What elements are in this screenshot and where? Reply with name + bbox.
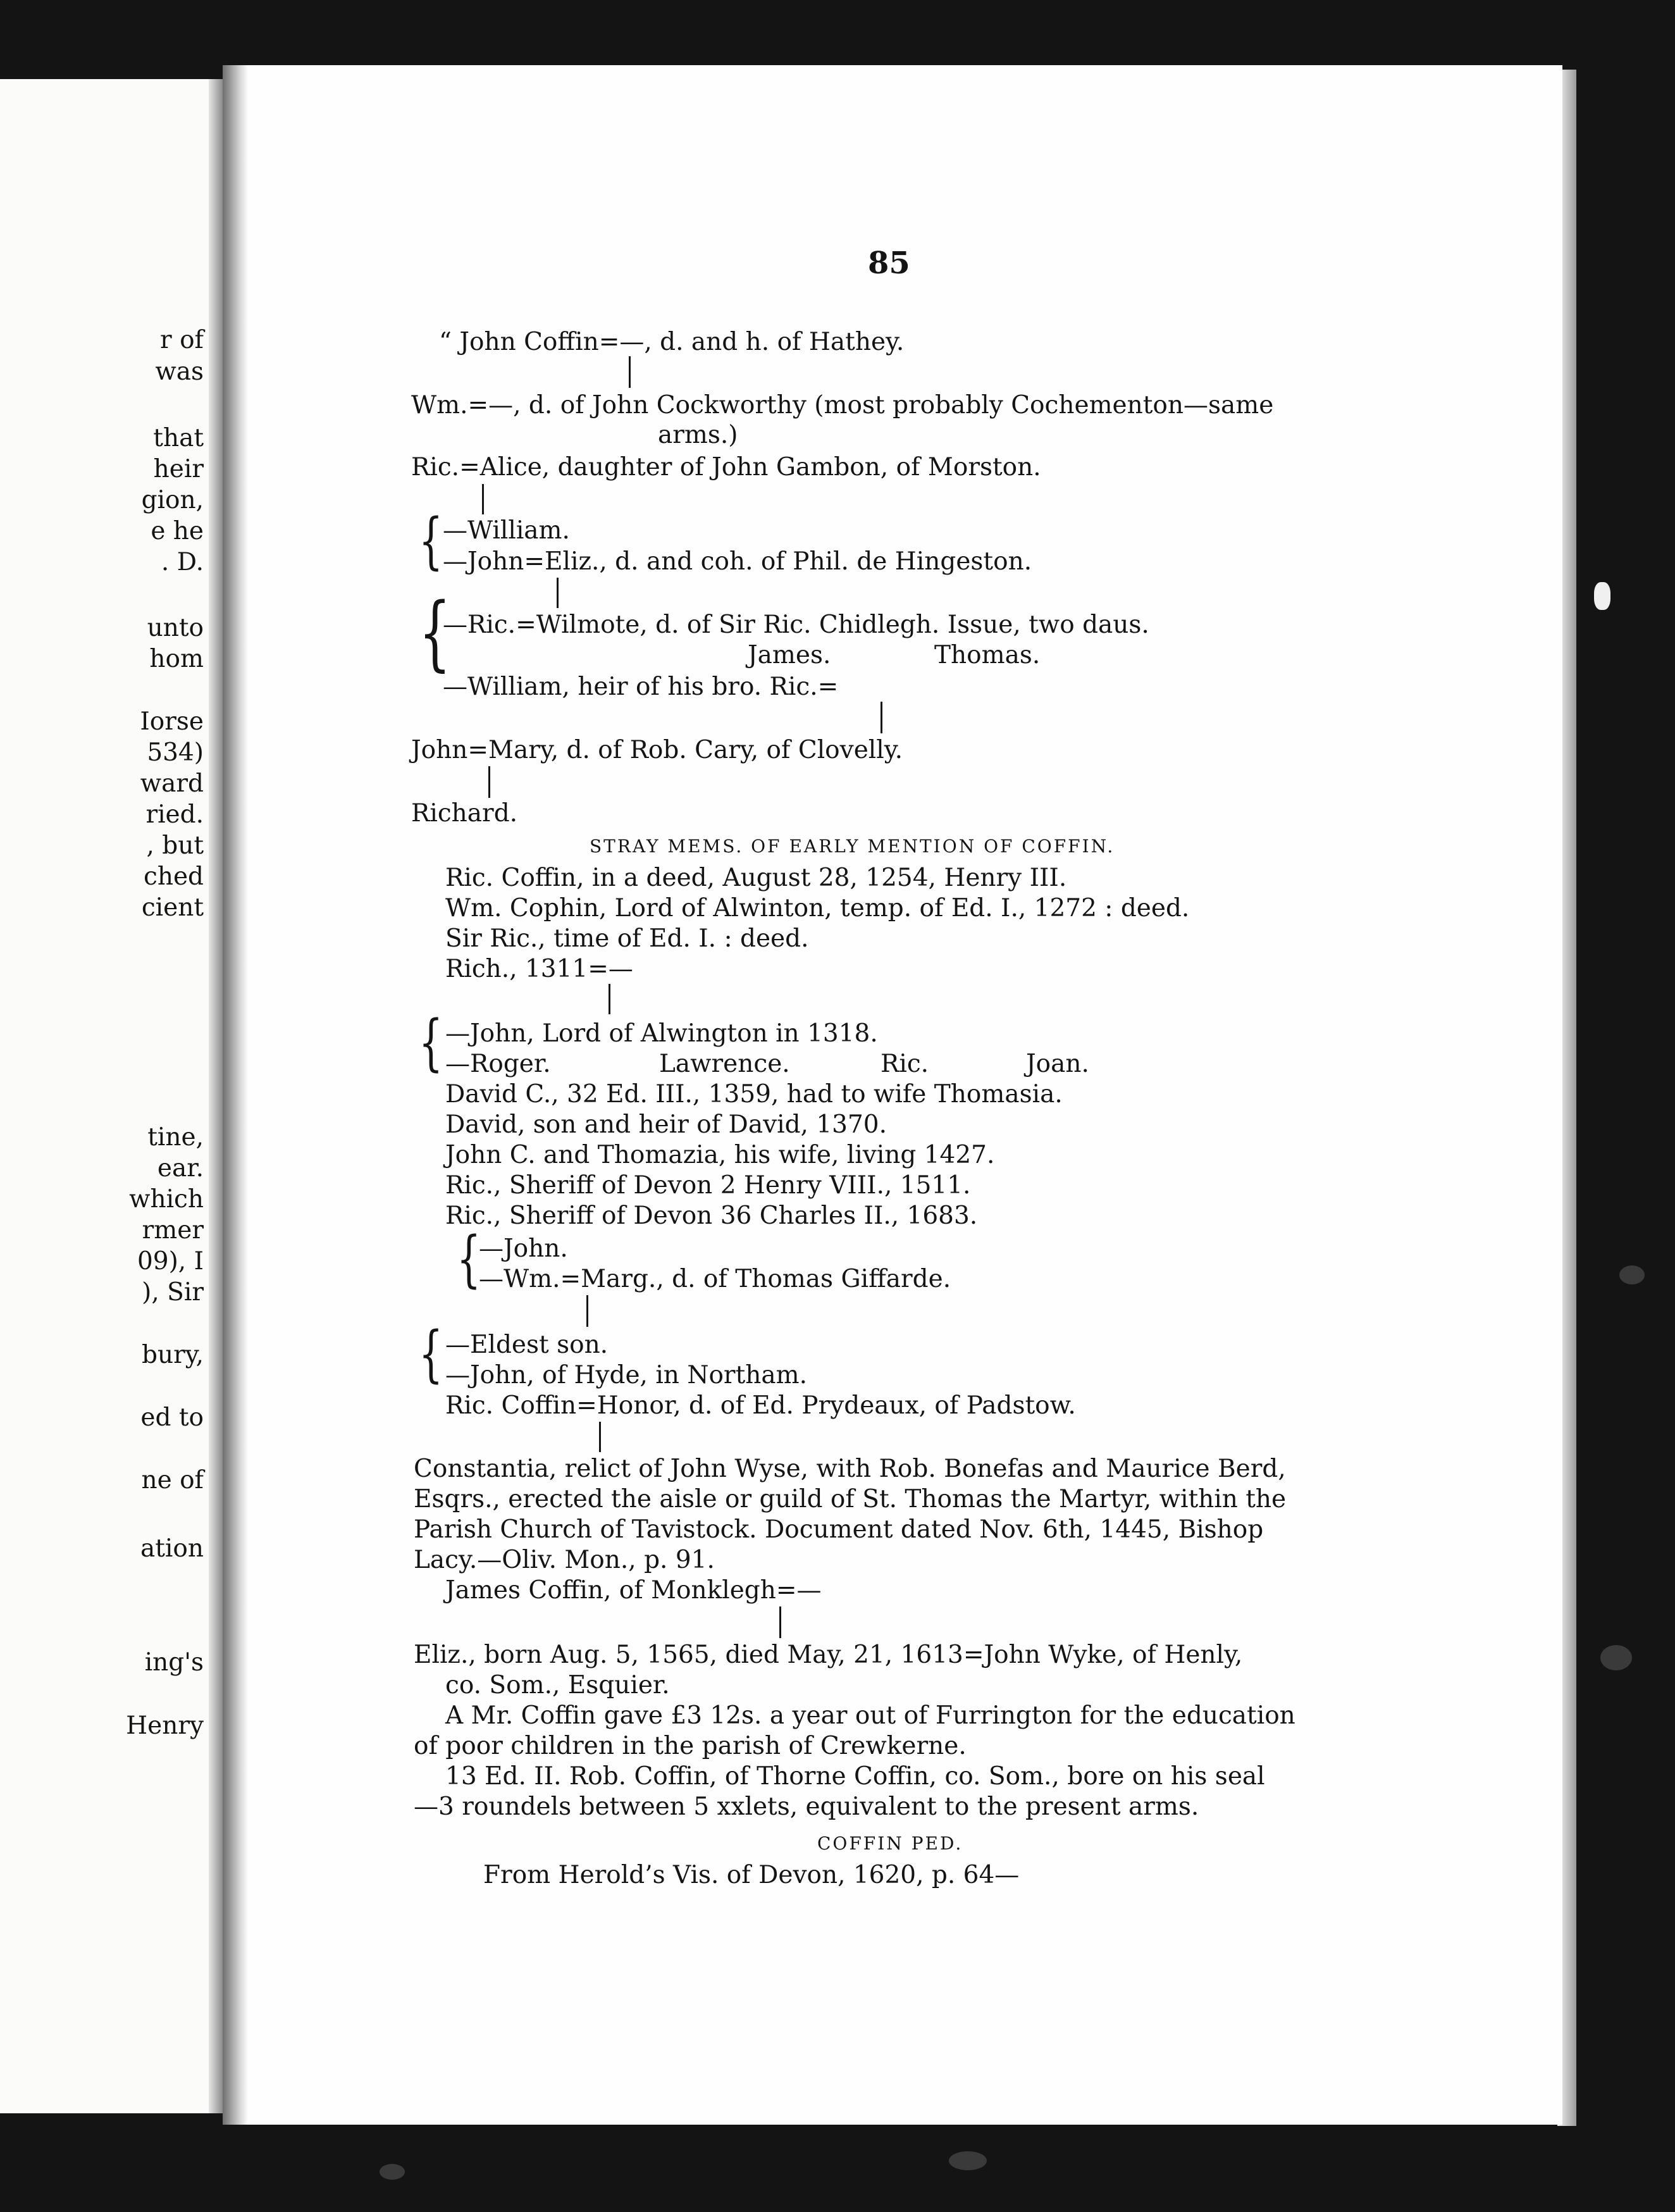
pedigree-connector <box>482 484 484 514</box>
page-gutter-shadow <box>223 65 248 2125</box>
pedigree-line: Wm.=—, d. of John Cockworthy (most probably Cochementon—same <box>411 391 1274 419</box>
record-line: Sir Ric., time of Ed. I. : deed. <box>445 924 809 953</box>
left-text-fragment: gion, <box>141 486 204 514</box>
pedigree-connector <box>779 1606 781 1638</box>
left-text-fragment: hom <box>149 645 204 673</box>
brace-glyph: { <box>419 1008 443 1079</box>
page-fold-shadow <box>209 79 223 2113</box>
record-line: Ric., Sheriff of Devon 2 Henry VIII., 1511. <box>445 1171 971 1200</box>
pedigree-line: James. <box>748 641 831 669</box>
pedigree-line: Ric.=Alice, daughter of John Gambon, of Morston. <box>411 453 1041 482</box>
brace-glyph: { <box>419 506 443 577</box>
left-text-fragment: Henry <box>126 1712 204 1740</box>
record-line: Joan. <box>1026 1050 1089 1078</box>
pedigree-line: —William. <box>443 516 570 545</box>
pedigree-connector <box>557 578 559 608</box>
left-facing-page <box>0 79 223 2113</box>
left-text-fragment: ried. <box>145 800 204 829</box>
brace-glyph: { <box>419 585 451 680</box>
record-line: —John, of Hyde, in Northam. <box>445 1361 807 1389</box>
record-line: —John, Lord of Alwington in 1318. <box>445 1019 878 1048</box>
left-text-fragment: cient <box>141 893 204 922</box>
pedigree-connector <box>629 356 631 388</box>
record-line: Ric. Coffin=Honor, d. of Ed. Prydeaux, of Padstow. <box>445 1391 1076 1420</box>
scan-speck <box>1619 1265 1645 1284</box>
left-text-fragment: r of <box>160 326 204 354</box>
brace-glyph: { <box>419 1319 443 1390</box>
right-page <box>223 65 1562 2125</box>
record-line: of poor children in the parish of Crewkerne. <box>414 1732 967 1760</box>
record-line: —Wm.=Marg., d. of Thomas Giffarde. <box>479 1265 951 1293</box>
record-line: 13 Ed. II. Rob. Coffin, of Thorne Coffin, co. Som., bore on his seal <box>445 1762 1265 1791</box>
left-text-fragment: bury, <box>142 1341 204 1369</box>
scan-speck <box>1600 1645 1632 1670</box>
record-line: John C. and Thomazia, his wife, living 1427. <box>445 1141 995 1169</box>
record-line: Esqrs., erected the aisle or guild of St. Thomas the Martyr, within the <box>414 1485 1287 1513</box>
record-line: Parish Church of Tavistock. Document dated Nov. 6th, 1445, Bishop <box>414 1515 1264 1544</box>
record-line: —Eldest son. <box>445 1331 609 1359</box>
record-line: David C., 32 Ed. III., 1359, had to wife Thomasia. <box>445 1080 1063 1109</box>
record-line: Lacy.—Oliv. Mon., p. 91. <box>414 1546 715 1574</box>
record-line: David, son and heir of David, 1370. <box>445 1110 887 1139</box>
left-text-fragment: ched <box>143 862 204 891</box>
pedigree-line: —William, heir of his bro. Ric.= <box>443 673 839 701</box>
record-line: —3 roundels between 5 xxlets, equivalent to the present arms. <box>414 1793 1199 1821</box>
record-line: Constantia, relict of John Wyse, with Rob. Bonefas and Maurice Berd, <box>414 1455 1286 1483</box>
pedigree-connector <box>586 1295 588 1327</box>
record-line: co. Som., Esquier. <box>445 1671 670 1699</box>
left-text-fragment: which <box>129 1185 204 1214</box>
record-line: Lawrence. <box>659 1050 790 1078</box>
page-number: 85 <box>868 245 910 281</box>
record-line: Ric. <box>881 1050 929 1078</box>
left-text-fragment: ed to <box>140 1403 204 1432</box>
left-text-fragment: ne of <box>141 1466 204 1494</box>
record-line: Ric., Sheriff of Devon 36 Charles II., 1683. <box>445 1202 978 1230</box>
section-heading: STRAY MEMS. OF EARLY MENTION OF COFFIN. <box>590 836 1115 857</box>
scan-speck <box>1594 582 1610 610</box>
pedigree-line: John=Mary, d. of Rob. Cary, of Clovelly. <box>411 736 903 764</box>
left-text-fragment: 09), I <box>137 1247 204 1276</box>
left-text-fragment: ), Sir <box>142 1278 204 1307</box>
left-text-fragment: that <box>153 424 204 452</box>
record-line: —John. <box>479 1234 568 1263</box>
record-line: Eliz., born Aug. 5, 1565, died May, 21, 1613=John Wyke, of Henly, <box>414 1641 1243 1669</box>
left-text-fragment: tine, <box>147 1123 204 1152</box>
pedigree-connector <box>488 766 490 798</box>
left-text-fragment: ear. <box>157 1154 204 1183</box>
left-text-fragment: ing's <box>144 1648 204 1677</box>
left-text-fragment: e he <box>151 517 204 545</box>
pedigree-line: Thomas. <box>934 641 1041 669</box>
left-text-fragment: rmer <box>142 1216 204 1245</box>
pedigree-line: arms.) <box>658 421 738 449</box>
pedigree-connector <box>599 1422 601 1452</box>
record-line: From Herold’s Vis. of Devon, 1620, p. 64— <box>483 1861 1020 1889</box>
left-text-fragment: Iorse <box>140 707 204 736</box>
record-line: James Coffin, of Monklegh=— <box>445 1576 822 1605</box>
pedigree-line: —John=Eliz., d. and coh. of Phil. de Hingeston. <box>443 547 1032 576</box>
record-line: A Mr. Coffin gave £3 12s. a year out of Furrington for the education <box>445 1701 1295 1730</box>
scan-speck <box>949 2151 987 2170</box>
left-text-fragment: . D. <box>161 548 204 576</box>
pedigree-connector <box>609 984 610 1014</box>
left-text-fragment: ation <box>140 1534 204 1563</box>
record-line: —Roger. <box>445 1050 551 1078</box>
left-text-fragment: unto <box>147 614 204 642</box>
pedigree-line: —Ric.=Wilmote, d. of Sir Ric. Chidlegh. Issue, two daus. <box>443 611 1149 639</box>
left-text-fragment: was <box>155 357 204 386</box>
left-text-fragment: heir <box>153 455 204 483</box>
section-heading: COFFIN PED. <box>817 1833 963 1854</box>
pedigree-line: Richard. <box>411 799 518 828</box>
left-text-fragment: ward <box>140 769 204 798</box>
pedigree-line: “ John Coffin=—, d. and h. of Hathey. <box>439 328 905 356</box>
brace-glyph: { <box>457 1224 481 1295</box>
left-text-fragment: 534) <box>147 738 204 767</box>
left-text-fragment: , but <box>146 831 204 860</box>
record-line: Ric. Coffin, in a deed, August 28, 1254, Henry III. <box>445 864 1067 892</box>
scan-speck <box>380 2164 405 2180</box>
record-line: Rich., 1311=— <box>445 955 633 983</box>
pedigree-connector <box>881 702 882 733</box>
record-line: Wm. Cophin, Lord of Alwinton, temp. of Ed. I., 1272 : deed. <box>445 894 1190 923</box>
